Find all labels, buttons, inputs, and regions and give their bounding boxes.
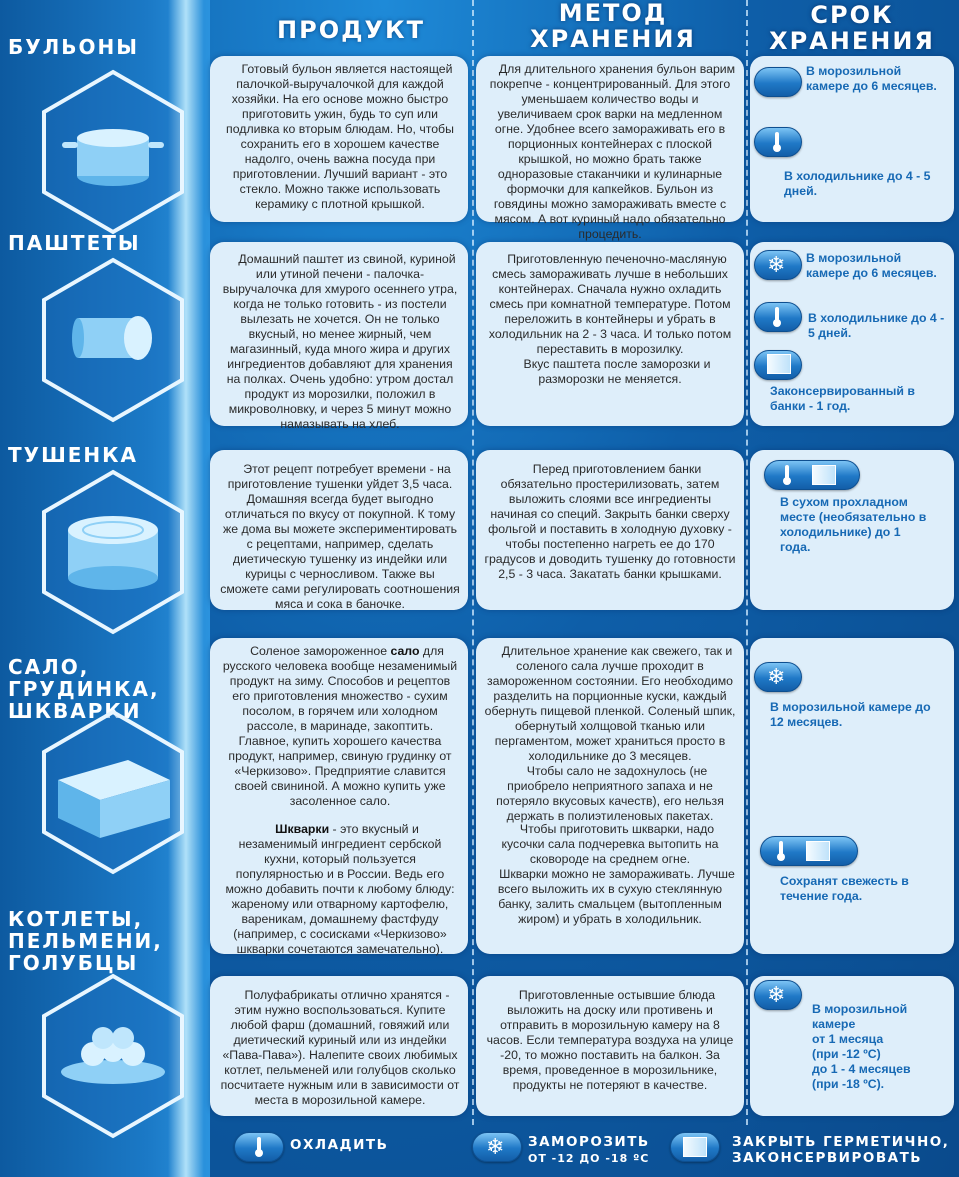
thermometer-icon bbox=[770, 131, 784, 153]
dumplings-plate-icon bbox=[38, 972, 188, 1140]
thermometer-icon bbox=[780, 464, 794, 486]
term-text-stew: В сухом прохладном месте (необязательно в холодильнике) до 1 года. bbox=[780, 495, 927, 554]
method-text-lard: Длительное хранение как свежего, так и соленого сала лучше проходит в замороженном состоянии. Его необходимо разделить на порционные куски, каждый обернуть пищевой пленкой. Соленый шпик, обернутый холщовой тканью или пергаментом, может храниться просто в холодильнике до 3 месяцев. Чтобы сало не задохнулось (не приобрело неприятного запаха и не потеряло вкусовых качеств), его нельзя держать в полиэтиленовых пакетах. bbox=[484, 644, 736, 823]
header-method: МЕТОД ХРАНЕНИЯ bbox=[530, 0, 696, 53]
product-text-cutlets: Полуфабрикаты отлично хранятся - этим нужно воспользоваться. Купите любой фарш (домашний, говяжий или диетический куриный или из индейки «Пава-Пава»). Налепите своих любимых котлет, пельменей или голубцов сколько посчитаете нужным или в зависимости от места в морозильной камере. bbox=[220, 988, 460, 1107]
product-text-shkvarki: Шкварки - это вкусный и незаменимый ингредиент сербской кухни, который пользуется популярностью и в России. Ведь его можно добавить почти к любому блюду: жареному или отварному картофелю, вареникам, домашнему фастфуду (например, с сосисками «Черкизово» шкварки сочетаются замечательно). bbox=[225, 822, 455, 956]
snowflake-icon: ❄ bbox=[767, 982, 786, 1007]
thermometer-icon bbox=[770, 306, 784, 328]
snowflake-icon: ❄ bbox=[767, 664, 786, 689]
method-text-pate: Приготовленную печеночно-масляную смесь замораживать лучше в небольших контейнерах. Сначала нужно охладить смесь при комнатной температуре. Потом переложить в контейнеры и убрать в холодильник на 2 - 3 часа. И только потом переставить в морозилку. Вкус паштета после заморозки и разморозки не меняется. bbox=[488, 252, 732, 386]
product-text-pate: Домашний паштет из свиной, куриной или утиной печени - палочка-выручалочка для хмурого осеннего утра, когда не только готовить - из постели вылезать не хочется. Он не только вкусный, но менее жирный, чем магазинный, куда много жира и других ингредиентов добавляют для хранения на полках. Очень удобно: утром достал продукт из морозилки, положил в микроволновку, и через 5 минут можно намазывать на хлеб. bbox=[222, 252, 458, 431]
header-term: СРОК ХРАНЕНИЯ bbox=[769, 1, 935, 55]
jar-icon bbox=[812, 465, 836, 485]
method-text-bouillon: Для длительного хранения бульон варим покрепче - концентрированный. Для этого уменьшаем количество воды и увеличиваем срок варки на медленном огне. Удобнее всего замораживать его в порционных контейнерах с плоской крышкой, но можно брать также одноразовые стаканчики и кулинарные формочки для капкейков. Бульон из говядины можно замораживать вместе с мясом. А вот куриный надо обязательно процедить. bbox=[489, 62, 736, 241]
jar-icon bbox=[683, 1137, 707, 1157]
pot-icon bbox=[38, 68, 188, 236]
category-label-stew: ТУШЕНКА bbox=[8, 443, 138, 467]
term-text-bouillon-freeze: В морозильной камере до 6 месяцев. bbox=[806, 64, 937, 93]
jar-icon bbox=[767, 354, 791, 374]
term-text-pate-freeze: В морозильной камере до 6 месяцев. bbox=[806, 251, 937, 280]
snowflake-icon: ❄ bbox=[486, 1134, 505, 1159]
category-label-pate: ПАШТЕТЫ bbox=[8, 231, 141, 255]
term-text-pate-cool: В холодильнике до 4 - 5 дней. bbox=[808, 311, 945, 340]
category-label-cutlets: КОТЛЕТЫ, ПЕЛЬМЕНИ, ГОЛУБЦЫ bbox=[8, 907, 163, 975]
product-text-stew: Этот рецепт потребует времени - на приготовление тушенки уйдет 3,5 часа. Домашняя всегда будет выгодно отличаться по вкусу от покупной. К тому же дома вы можете экспериментировать с рецептами, например, сделать диетическую тушенку из индейки или курицы с черносливом. Также вы сможете сами регулировать соотношения мяса и сока в баночке. bbox=[220, 462, 460, 611]
method-text-cutlets: Приготовленные остывшие блюда выложить на доску или противень и отправить в морозильную камеру на 8 часов. Если температура воздуха на улице -20, то можно поставить на балкон. За время, проведенное в морозильнике, продукты не потеряют в качестве. bbox=[486, 988, 734, 1092]
jar-icon bbox=[806, 841, 830, 861]
column-separator bbox=[746, 0, 748, 1125]
thermometer-icon bbox=[774, 840, 788, 862]
stew-can-icon bbox=[38, 468, 188, 636]
legend-freeze-label: ЗАМОРОЗИТЬ ОТ -12 ДО -18 ºС bbox=[528, 1134, 650, 1165]
category-label-lard: САЛО, ГРУДИНКА, ШКВАРКИ bbox=[8, 655, 160, 723]
product-text-bouillon: Готовый бульон является настоящей палочкой-выручалочкой для каждой хозяйки. На его основе можно быстро приготовить ужин, будь то суп или подливка ко вторым блюдам. Но, чтобы сохранить его в хорошем качестве надолго, очень важна посуда при приготовлении. Лучший вариант - это стекло. Можно также использовать керамику с плотной крышкой. bbox=[226, 62, 454, 211]
category-label-bouillon: БУЛЬОНЫ bbox=[8, 35, 139, 59]
term-text-cutlets: В морозильной камере от 1 месяца (при -12 ºС) до 1 - 4 месяцев (при -18 ºС). bbox=[812, 1002, 911, 1091]
term-text-shkvarki: Сохранят свежесть в течение года. bbox=[780, 874, 909, 903]
column-separator bbox=[472, 0, 474, 1125]
term-text-bouillon-cool: В холодильнике до 4 - 5 дней. bbox=[784, 169, 931, 198]
term-text-lard: В морозильной камере до 12 месяцев. bbox=[770, 700, 931, 729]
lard-block-icon bbox=[38, 708, 188, 876]
method-text-shkvarki: Чтобы приготовить шкварки, надо кусочки сала подчеревка вытопить на сковороде на среднем огне. Шкварки можно не замораживать. Лучше всего выложить их в сухую стеклянную банку, залить смальцем (вытопленным жиром) и убрать в холодильник. bbox=[497, 822, 735, 926]
thermometer-icon bbox=[252, 1136, 266, 1158]
freeze-badge bbox=[754, 67, 802, 97]
product-text-lard: Соленое замороженное сало для русского человека вообще незаменимый продукт на зиму. Способов и рецептов его приготовления множество - сухим посолом, в горячем или холодном рассоле, в маринаде, закоптить. Главное, купить хорошего качества продукт, например, свиную грудинку от «Черкизово». Предприятие славится своей свининой. А можно купить уже засоленное сало. bbox=[222, 644, 458, 808]
term-text-pate-seal: Законсервированный в банки - 1 год. bbox=[770, 384, 915, 413]
header-product: ПРОДУКТ bbox=[277, 16, 425, 44]
legend-cool-label: ОХЛАДИТЬ bbox=[290, 1137, 389, 1153]
method-text-stew: Перед приготовлением банки обязательно простерилизовать, затем выложить слоями все ингредиенты начиная со специй. Закрыть банки сверху фольгой и поставить в холодную духовку - чтобы постепенно нагреть ее до 170 градусов и доводить тушенку до готовности 2,5 - 3 часа. Закатать банки крышками. bbox=[484, 462, 736, 581]
legend-seal-label: ЗАКРЫТЬ ГЕРМЕТИЧНО, ЗАКОНСЕРВИРОВАТЬ bbox=[732, 1134, 950, 1166]
snowflake-icon: ❄ bbox=[767, 252, 786, 277]
pate-can-icon bbox=[38, 256, 188, 424]
